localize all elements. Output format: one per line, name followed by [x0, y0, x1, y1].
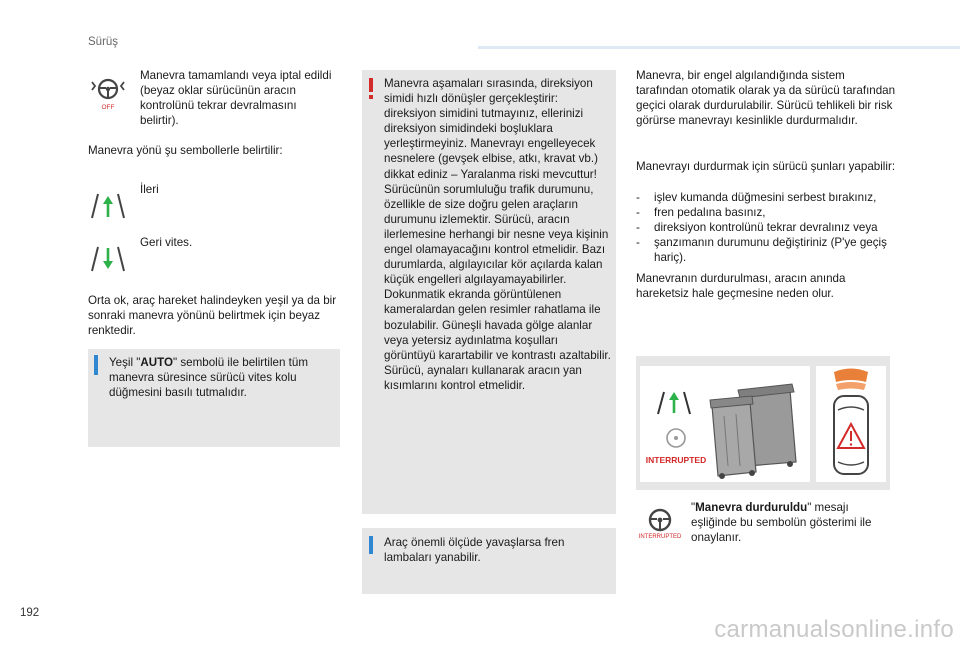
- list-item: - fren pedalına basınız,: [636, 206, 766, 220]
- list-item: - direksiyon kontrolünü tekrar devralınız veya: [636, 221, 878, 235]
- interrupted-message: "Manevra durduruldu" mesajı eşliğinde bu sembolün gösterimi ile onaylanır.: [691, 501, 872, 545]
- info-marker-icon: [94, 355, 98, 375]
- list-item: - işlev kumanda düğmesini serbest bırakınız,: [636, 191, 877, 204]
- reverse-label: Geri vites.: [140, 236, 193, 249]
- steering-wheel-off-icon: [86, 74, 130, 112]
- brake-info-text: Araç önemli ölçüde yavaşlarsa fren lambaları yanabilir.: [384, 536, 565, 565]
- off-description: Manevra tamamlandı veya iptal edildi (beyaz oklar sürücünün aracın kontrolünü tekrar devralmasını belirtir).: [140, 69, 332, 128]
- arrow-color-note: Orta ok, araç hareket halindeyken yeşil ya da bir sonraki manevra yönünü belirtmek için beyaz renktedir.: [88, 294, 337, 338]
- reverse-arrow-icon: [90, 245, 126, 273]
- interrupted-illustration: [640, 366, 810, 482]
- watermark: carmanualsonline.info: [714, 616, 954, 643]
- warning-marker-dot: [369, 95, 373, 99]
- stop-list: [636, 190, 898, 265]
- interrupted-label: INTERRUPTED: [638, 534, 682, 540]
- forward-arrow-icon: [90, 192, 126, 220]
- stop-para-2: Manevrayı durdurmak için sürücü şunları yapabilir:: [636, 160, 896, 173]
- list-item: - şanzımanın durumunu değiştiriniz (P'ye geçiş hariç).: [636, 236, 887, 265]
- direction-intro: Manevra yönü şu sembollerle belirtilir:: [88, 144, 283, 157]
- off-label: OFF: [101, 104, 115, 111]
- steering-wheel-interrupted-icon: [636, 506, 684, 542]
- page-number: 192: [20, 607, 40, 619]
- stop-para-1: Manevra, bir engel algılandığında sistem tarafından otomatik olarak ya da sürücü tarafından geçici olarak durdurulabilir. Sürücü tehlikeli bir risk görürse manevrayı kesinlikle durdurmalıdır.: [636, 69, 896, 128]
- header-bar: [478, 46, 960, 49]
- section-title: Sürüş: [88, 36, 119, 48]
- warning-text: Manevra aşamaları sırasında, direksiyon simidi hızlı dönüşler gerçekleştirir: direksiyon simidini tutmayınız, ellerinizi direksiyon simidindeki boşluklara yerleştirmeyiniz. Manevrayı engelleyecek nesnelere (gevşek elbise, atkı, kravat vb.) dikkat ediniz – Yaralanma riski mevcuttur! Sürücünün sorumluluğu trafik durumunu, özellikle de size doğru gelen araçların durumunu izlemektir. Sürücü, aracın ilerlemesine herhangi bir nesne veya kişinin engel olamayacağını kontrol etmelidir. Bazı durumlarda, algılayıcılar kör açılarda kalan küçük engelleri algılayamayabilirler. Dokunmatik ekranda görüntülenen kameralardan gelen resimler rahatlama ile bozulabilir. Güneşli havada gölge alanlar veya yetersiz aydınlatma koşulları görüntüyü karartabilir ve kontrastı azaltabilir. Sürücü, aynaları kullanarak aracın yan kısımlarını kontrol etmelidir.: [384, 77, 611, 392]
- info-marker-icon-2: [369, 536, 373, 554]
- stop-para-3: Manevranın durdurulması, aracın anında hareketsiz hale geçmesine neden olur.: [636, 272, 846, 301]
- auto-info-text: Yeşil "AUTO" sembolü ile belirtilen tüm manevra süresince sürücü vites kolu düğmesini basılı tutmalıdır.: [109, 356, 308, 400]
- warning-marker-icon: [369, 78, 373, 92]
- car-top-view-icon: [816, 366, 886, 482]
- illustration-interrupted-label: INTERRUPTED: [645, 455, 707, 465]
- forward-label: İleri: [140, 183, 159, 196]
